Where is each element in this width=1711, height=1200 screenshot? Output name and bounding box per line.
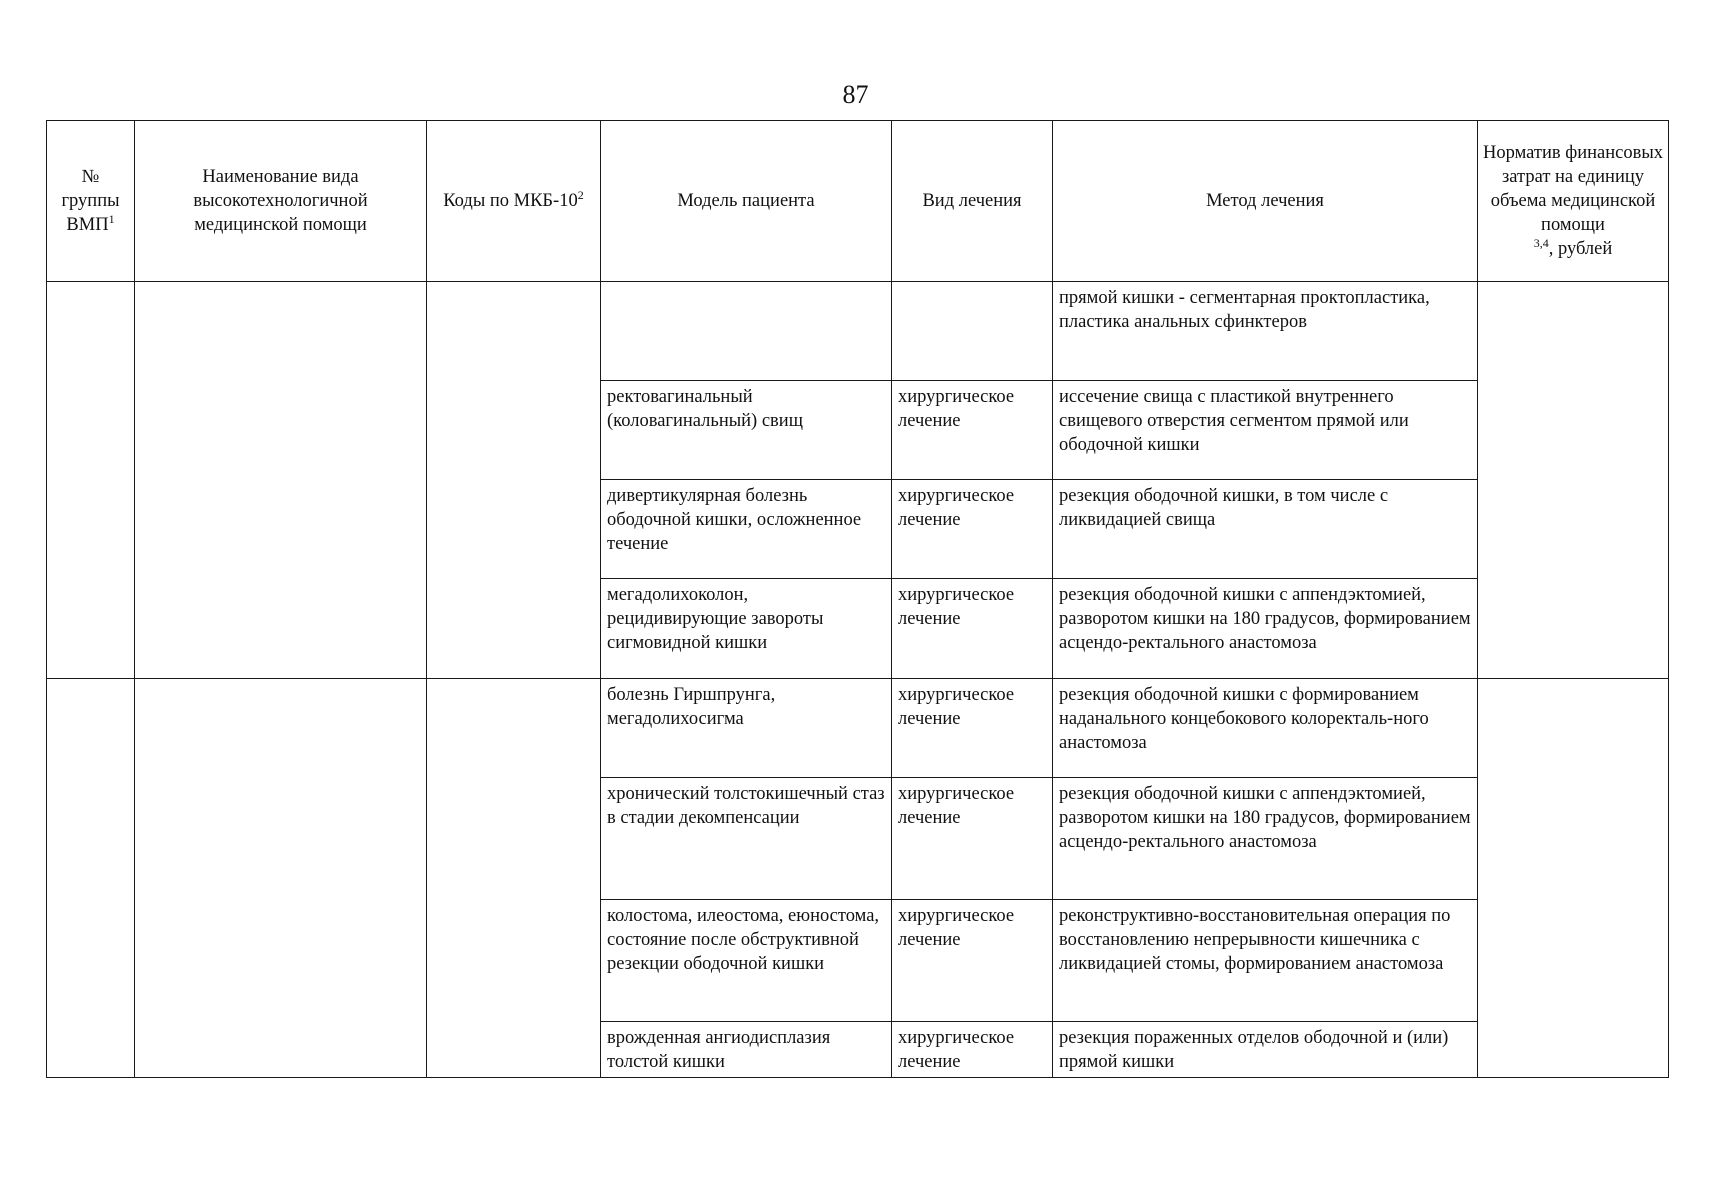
treatment-method-cell: резекция ободочной кишки, в том числе с ликвидацией свища (1053, 480, 1478, 579)
patient-model-cell: колостома, илеостома, еюностома, состояние после обструктивной резекции ободочной кишки (601, 900, 892, 1022)
table-row (47, 282, 1669, 381)
treatment-type-cell: хирургическое лечение (892, 778, 1053, 900)
icd-codes-cell (427, 679, 601, 1078)
treatment-type-cell: хирургическое лечение (892, 900, 1053, 1022)
icd-codes-cell (427, 282, 601, 679)
vmp-table (46, 120, 1669, 1078)
treatment-method-cell: резекция пораженных отделов ободочной и (или) прямой кишки (1053, 1022, 1478, 1078)
patient-model-cell: дивертикулярная болезнь ободочной кишки, осложненное течение (601, 480, 892, 579)
patient-model-cell: хронический толстокишечный стаз в стадии декомпенсации (601, 778, 892, 900)
treatment-type-cell: хирургическое лечение (892, 679, 1053, 778)
patient-model-cell (601, 282, 892, 381)
vmp-name-cell (135, 679, 427, 1078)
treatment-method-cell: прямой кишки - сегментарная проктопластика, пластика анальных сфинктеров (1053, 282, 1478, 381)
page-number: 87 (842, 80, 869, 109)
treatment-method-cell: реконструктивно-восстановительная операция по восстановлению непрерывности кишечника с ликвидацией стомы, формированием анастомоза (1053, 900, 1478, 1022)
patient-model-cell: врожденная ангиодисплазия толстой кишки (601, 1022, 892, 1078)
treatment-method-cell: резекция ободочной кишки с аппендэктомией, разворотом кишки на 180 градусов, формированием асцендо-ректального анастомоза (1053, 579, 1478, 679)
group-no-cell (47, 282, 135, 679)
table-row (47, 679, 1669, 778)
header-treatment-type: Вид лечения (892, 121, 1053, 282)
group-no-cell (47, 679, 135, 1078)
table-header-row (47, 121, 1669, 282)
cost-norm-cell (1478, 282, 1669, 679)
header-treatment-method: Метод лечения (1053, 121, 1478, 282)
treatment-type-cell (892, 282, 1053, 381)
header-vmp-name: Наименование вида высокотехнологичной медицинской помощи (135, 121, 427, 282)
treatment-method-cell: резекция ободочной кишки с аппендэктомией, разворотом кишки на 180 градусов, формированием асцендо-ректального анастомоза (1053, 778, 1478, 900)
treatment-type-cell: хирургическое лечение (892, 480, 1053, 579)
treatment-method-cell: резекция ободочной кишки с формированием наданального концебокового колоректаль-ного анастомоза (1053, 679, 1478, 778)
header-patient-model: Модель пациента (601, 121, 892, 282)
treatment-type-cell: хирургическое лечение (892, 579, 1053, 679)
vmp-name-cell (135, 282, 427, 679)
patient-model-cell: мегадолихоколон, рецидивирующие завороты сигмовидной кишки (601, 579, 892, 679)
header-icd-codes: Коды по МКБ-$10^2$ (427, 121, 601, 282)
treatment-type-cell: хирургическое лечение (892, 1022, 1053, 1078)
patient-model-cell: болезнь Гиршпрунга, мегадолихосигма (601, 679, 892, 778)
treatment-type-cell: хирургическое лечение (892, 381, 1053, 480)
cost-norm-cell (1478, 679, 1669, 1078)
header-group-no: № группы ВМП$^1$ (47, 121, 135, 282)
patient-model-cell: ректовагинальный (коловагинальный) свищ (601, 381, 892, 480)
header-cost-norm: Норматив финансовых затрат на единицу объема медицинской помощи$^{3,4}$, рублей (1478, 121, 1669, 282)
treatment-method-cell: иссечение свища с пластикой внутреннего свищевого отверстия сегментом прямой или ободочной кишки (1053, 381, 1478, 480)
